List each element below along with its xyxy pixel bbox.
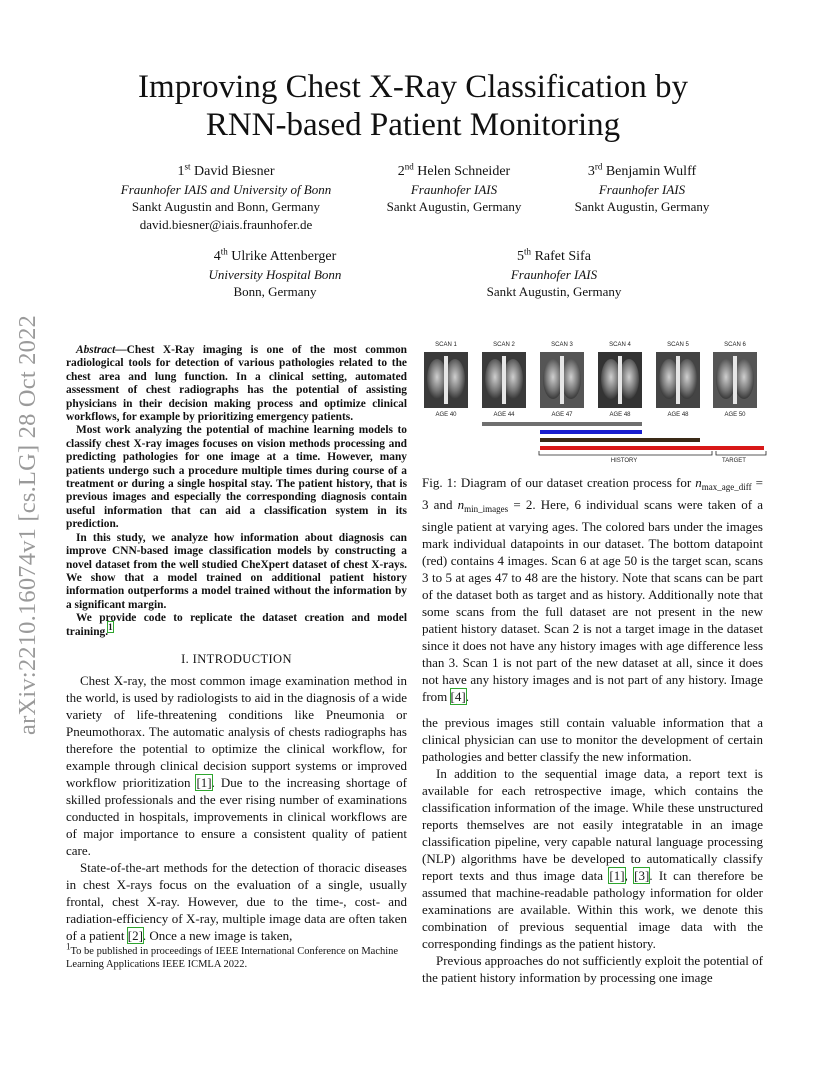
- author-location: Bonn, Germany: [233, 284, 317, 299]
- author-affiliation: University Hospital Bonn: [208, 266, 342, 282]
- abstract: [66, 344, 407, 639]
- xray-image: [424, 352, 468, 408]
- author-1: 1st David Biesner Fraunhofer IAIS and University of Bonn Sankt Augustin and Bonn, Germany david.biesner@iais.fraunhofer.de: [96, 163, 356, 233]
- citation-link[interactable]: [1]: [609, 868, 625, 883]
- scan-label: SCAN 3: [551, 342, 573, 348]
- body-paragraph: Previous approaches do not sufficiently exploit the potential of the patient history information by processing one image: [422, 953, 763, 985]
- author-2: 2nd Helen Schneider Fraunhofer IAIS Sankt Augustin, Germany: [364, 163, 544, 216]
- datapoint-bar-brown: [540, 438, 700, 442]
- author-affiliation: Fraunhofer IAIS: [598, 181, 686, 197]
- xray-image: [656, 352, 700, 408]
- abstract-paragraph: Most work analyzing the potential of machine learning models to classify chest X-ray images focuses on vision methods processing and predicting pathologies for one image at a time. However, many patients undergo such a procedure multiple times during course of a treatment or during a single hospital stay. The patient history, that is previous images and especially the corresponding diagnosis contain useful information that can aid a classification system in its prediction.: [66, 424, 407, 531]
- figure-1: [424, 340, 764, 468]
- xray-image: [598, 352, 642, 408]
- age-label: AGE 50: [724, 412, 746, 418]
- scan-label: SCAN 5: [667, 342, 689, 348]
- abstract-paragraph: Abstract—Chest X-Ray imaging is one of the most common radiological tools for detection of various pathologies related to the chest area and lung function. In a clinical setting, automated assessment of chest radiographs has the potential of assisting physicians in their decision making process and optimize clinical workflows, for example by prioritizing emergency patients.: [66, 344, 407, 424]
- scan-label: SCAN 6: [724, 342, 746, 348]
- footnote: $^1$To be published in proceedings of IEEE International Conference on Machine Learning Applications IEEE ICMLA 2022.: [66, 941, 399, 970]
- author-location: Sankt Augustin, Germany: [486, 284, 622, 299]
- author-4: 4th Ulrike Attenberger University Hospital Bonn Bonn, Germany: [180, 248, 370, 301]
- author-name: David Biesner: [194, 164, 275, 179]
- age-label: AGE 48: [609, 412, 631, 418]
- author-location: Sankt Augustin, Germany: [386, 199, 522, 214]
- right-column-body: [422, 714, 763, 986]
- title-line-2: RNN-based Patient Monitoring: [205, 107, 621, 143]
- title-line-1: Improving Chest X-Ray Classification by: [138, 69, 688, 105]
- author-name: Benjamin Wulff: [605, 164, 697, 179]
- citation-link[interactable]: [2]: [127, 928, 143, 943]
- age-label: AGE 40: [435, 412, 457, 418]
- figure-caption: Fig. 1: Diagram of our dataset creation process for $n_{max\_age\_diff} = 3$ and $n_{min\_images} = 2$. Here, 6 individual scans were taken of a single patient at varying ages. The colored bars under the images mark individual datapoints in our dataset. The bottom datapoint (red) contains 4 images. Scan 6 at age 50 is the target scan, scans 3 to 5 at ages 47 to 48 are the history. Note that scans can be part of the dataset both as target and as history. Additionally note that some scans from the full dataset are not present in the new patient history dataset. Scan 2 is not a target image in the dataset since it does not have any history images with age difference less than 3. Scan 1 is not part of the new dataset at all, since it does not have any history images and is not part of any history. Image from [4].: [422, 475, 763, 704]
- arxiv-watermark: [8, 290, 48, 760]
- citation-link[interactable]: [4]: [450, 689, 466, 704]
- author-affiliation: Fraunhofer IAIS: [510, 266, 598, 282]
- scan-label: SCAN 1: [435, 342, 457, 348]
- age-label: AGE 44: [493, 412, 515, 418]
- datapoint-bar-blue: [540, 430, 642, 434]
- xray-image: [713, 352, 757, 408]
- abstract-paragraph: In this study, we analyze how information about diagnosis can improve CNN-based image classification models by constructing a novel dataset from the well studied CheXpert dataset of chest X-rays. We show that a model trained on additional patient history information outperforms a model trained without the information by a significant margin.: [66, 531, 407, 611]
- author-name: Helen Schneider: [417, 164, 511, 179]
- footnote-link[interactable]: 1: [108, 621, 113, 632]
- body-paragraph: Chest X-ray, the most common image examination method in the world, is used by radiologists to aid in the diagnosis of a wide variety of life-threatening conditions like Pneumonia or Pneumothorax. The automatic analysis of chests radiographs has therefore the potential to optimize the clinical workflow, for example through clinical decision support systems or improved workflow prioritization [1]. Due to the increasing shortage of skilled professionals and the ever rising number of examinations conducted in hospitals, improvements in clinical workflows are of major importance to ensure a consistent quality of patient care.: [66, 673, 407, 858]
- intro-body: [66, 672, 407, 944]
- xray-image: [482, 352, 526, 408]
- section-heading: I. INTRODUCTION: [181, 652, 292, 666]
- abstract-paragraph: We provide code to replicate the dataset creation and model training.$^1$: [66, 612, 407, 638]
- history-label: HISTORY: [610, 458, 638, 464]
- age-label: AGE 47: [551, 412, 573, 418]
- author-location: Sankt Augustin, Germany: [574, 199, 710, 214]
- scan-label: SCAN 2: [493, 342, 515, 348]
- author-name: Ulrike Attenberger: [231, 249, 337, 264]
- age-label: AGE 48: [667, 412, 689, 418]
- arxiv-id: arXiv:2210.16074v1 [cs.LG] 28 Oct 2022: [14, 315, 41, 735]
- citation-link[interactable]: [3]: [634, 868, 650, 883]
- abstract-label: Abstract: [76, 344, 116, 356]
- scan-label: SCAN 4: [609, 342, 631, 348]
- body-paragraph: State-of-the-art methods for the detection of thoracic diseases in chest X-rays focus on the evaluation of a single, usually frontal, chest X-ray. However, due to the time-, cost- and radiation-efficiency of X-ray, multiple image data are often taken of a patient [2]. Once a new image is taken,: [66, 860, 407, 943]
- author-affiliation: Fraunhofer IAIS and University of Bonn: [120, 181, 332, 197]
- author-location: Sankt Augustin and Bonn, Germany: [131, 199, 321, 214]
- body-paragraph: the previous images still contain valuable information that a clinical physician can use to monitor the development of certain pathologies and better classify the new information.: [422, 715, 763, 764]
- xray-image: [540, 352, 584, 408]
- body-paragraph: In addition to the sequential image data, a report text is available for each retrospective image, which contains the classification information of the image. While these unstructured reports themselves are not easily integratable in an image classification pipeline, very capable natural language processing (NLP) algorithms have be developed to automatically classify report texts and thus image data [1], [3]. It can therefore be assumed that machine-readable pathology information for older examinations are available. Within this work, we denote this combination of previous sequential image data with the corresponding findings as the patient history.: [422, 766, 764, 951]
- citation-link[interactable]: [1]: [196, 775, 212, 790]
- target-label: TARGET: [722, 458, 746, 464]
- author-3: 3rd Benjamin Wulff Fraunhofer IAIS Sankt Augustin, Germany: [552, 163, 732, 216]
- author-email: david.biesner@iais.fraunhofer.de: [139, 216, 313, 232]
- author-name: Rafet Sifa: [534, 249, 591, 264]
- paper-title: [60, 68, 766, 144]
- datapoint-bar-gray: [482, 422, 642, 426]
- author-affiliation: Fraunhofer IAIS: [410, 181, 498, 197]
- author-5: 5th Rafet Sifa Fraunhofer IAIS Sankt Augustin, Germany: [464, 248, 644, 301]
